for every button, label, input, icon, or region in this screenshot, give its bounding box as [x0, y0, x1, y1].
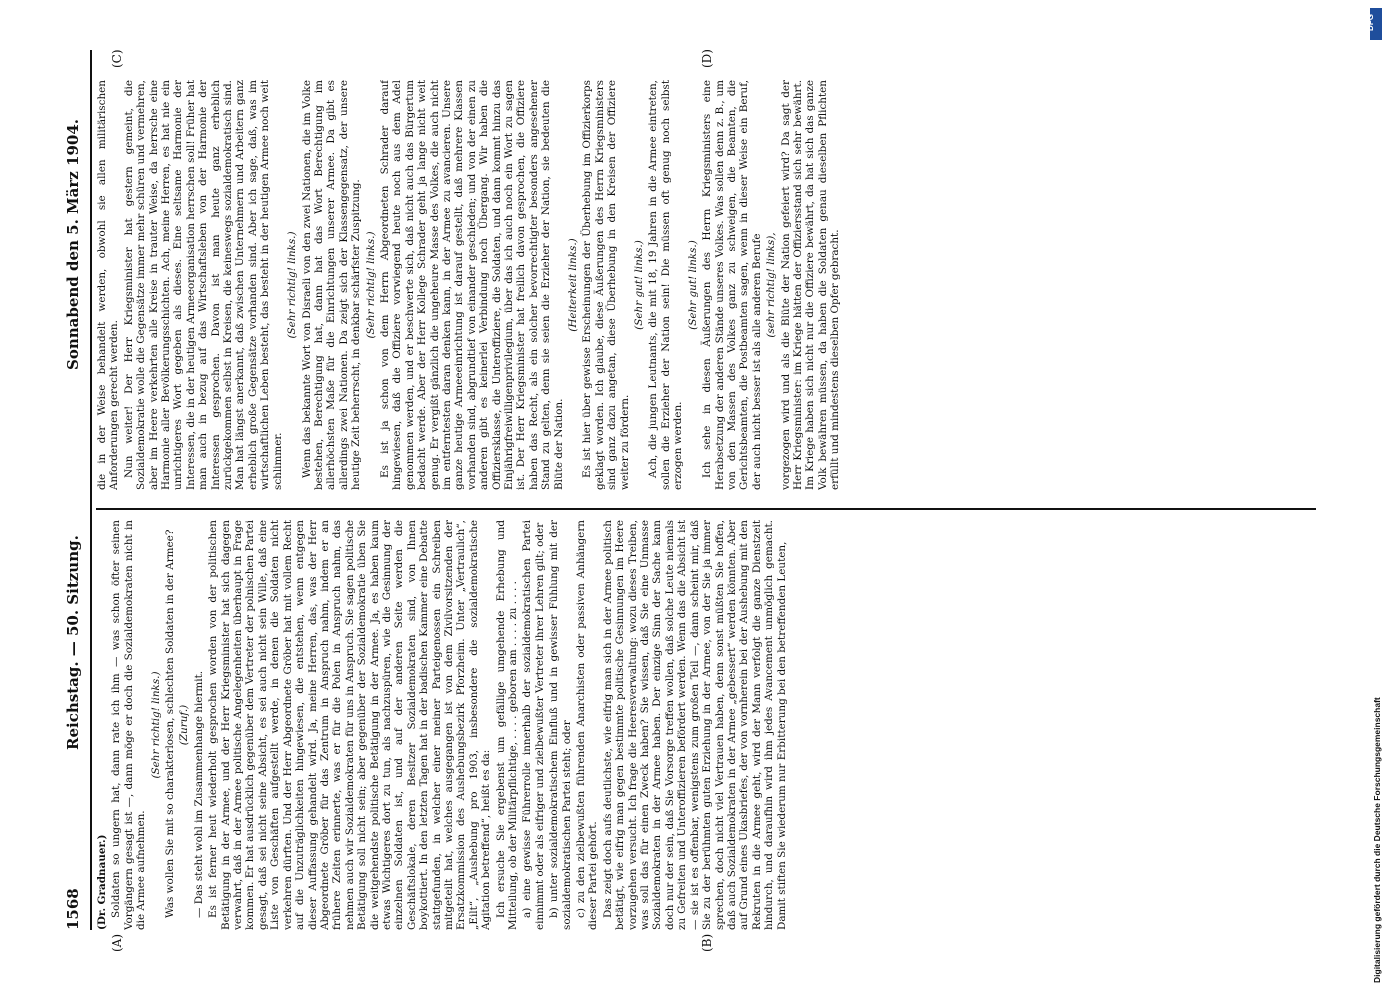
quote-item: c) zu den zielbewußten führenden Anarchisten oder passiven Anhängern dieser Partei gehört.: [575, 520, 600, 930]
interjection: (Sehr gut! links.): [633, 240, 646, 330]
margin-mark-d: (D): [700, 49, 714, 68]
dfg-logo: DFG: [1370, 8, 1382, 40]
interjection: (Zuruf.): [178, 704, 191, 746]
interjection: (Heiterkeit links.): [567, 238, 580, 332]
column-divider: [96, 508, 1316, 510]
interjection: (Sehr richtig! links.): [364, 231, 377, 339]
digitization-credit: Digitalisierung gefördert durch die Deutsche Forschungsgemeinschaft: [1372, 697, 1382, 983]
side-credit: [1372, 8, 1382, 983]
paragraph: Wenn das bekannte Wort von Disraeli von den zwei Nationen, die im Volke bestehen, Berechtigung hat, dann hat das Wort Berechtigung im allerhöchsten Maße für die Einrichtungen unserer Armee. Da gibt es allerdings zwei Nationen. Da zeigt sich der Klassengegensatz, der unsere heutige Zeit beherrscht, in denkbar schärfster Zuspitzung.: [300, 80, 363, 490]
paragraph: Soldaten so ungern hat, dann rate ich ihm — was schon öfter seinen Vorgängern gesagt ist —, dann möge er doch die Sozialdemokraten nicht in die Armee aufnehmen.: [110, 520, 148, 930]
left-column: [96, 520, 1326, 930]
interjection: (Sehr richtig! links.): [286, 231, 299, 339]
right-column: [96, 80, 1326, 490]
paragraph: — Das steht wohl im Zusammenhange hiermit.: [192, 670, 205, 918]
paragraph: Was wollen Sie mit so charakterlosen, schlechten Soldaten in der Armee?: [164, 529, 177, 918]
paragraph: Ach, die jungen Leutnants, die mit 18, 19 Jahren in die Armee eintreten, sollen die Erzieher der Nation sein! Die müssen oft genug noch selbst erzogen werden.: [647, 80, 685, 490]
paragraph: Es ist ferner heut wiederholt gesprochen worden von der politischen Betätigung in der Armee, und der Herr Kriegsminister hat sich dagegen verwahrt, daß in der Armee politische Angelegenheiten überhaupt in Frage kommen. Er hat ausdrücklich gegenüber dem Vertreter der polnischen Partei gesagt, daß sei nicht seine Absicht, es sei auch nicht sein Wille, daß eine Liste von Geschäften aufgestellt werde, in denen die Soldaten nicht verkehren dürften. Und der Herr Abgeordnete Gröber hat mit vollem Recht auf die Unzuträglichkeiten hingewiesen, die entstehen, wenn entgegen dieser Auffassung gehandelt wird. Ja, meine Herren, das, was der Herr Abgeordnete Gröber für das Zentrum in Anspruch nahm, indem er an frühere Zeiten erinnerte, was er für die Polen in Anspruch nahm, das nehmen auch wir Sozialdemokraten für uns in Anspruch. Sie sagen politische Betätigung soll nicht sein; aber gegenüber der Sozialdemokratie üben Sie die weitgehendste politische Betätigung in der Armee. Ja, es haben kaum etwas Wichtigeres dort zu tun, als nachzuspüren, wie die Gesinnung der einzelnen Soldaten ist, und auf der anderen Seite werden die Geschäftslokale, deren Besitzer Sozialdemokraten sind, von Ihnen boykottiert. In den letzten Tagen hat in der badischen Kammer eine Debatte stattgefunden, in welcher einer meiner Parteigenossen ein Schreiben mitgeteilt hat, welches ausgegangen ist von dem Zivilvorsitzenden der Ersatzkommission des Aushebungsbezirk Pforzheim. Unter „Vertraulich“, „Eilt“, „Aushebung pro 1903, insbesondere die sozialdemokratische Agitation betreffend“, heißt es da:: [207, 520, 493, 930]
margin-mark-a: (A): [110, 933, 124, 952]
interjection: (sehr richtig! links),: [765, 232, 778, 338]
margin-mark-c: (C): [110, 49, 124, 68]
paragraph: Nun weiter! Der Herr Kriegsminister hat gestern gemeint, die Sozialdemokratie wolle die Gegensätze immer mehr schüren und vermehren, aber im Heere verkehrten alle Kreise in trauter Weise, da herrsche eine Harmonie aller Bevölkerungsschichten. Ach, meine Herren, es hat nie ein unrichtigeres Wort gegeben als dieses. Eine seltsame Harmonie der Interessen, die in der heutigen Armeeorganisation herrschen soll! Früher hat man auch in bezug auf das Wirtschaftsleben von der Harmonie der Interessen gesprochen. Davon ist man heute ganz erheblich zurückgekommen selbst in Kreisen, die keineswegs sozialdemokratisch sind. Man hat längst anerkannt, daß zwischen Unternehmern und Arbeitern ganz erheblich große Gegensätze vorhanden sind. Aber ich sage, daß, was im wirtschaftlichen Leben besteht, das besteht in der heutigen Armee noch weit schlimmer.: [122, 80, 284, 490]
paragraph: vorgezogen wird und als die Blüte der Nation gefeiert wird? Da sagt der Herr Kriegsminister: im Kriege hätten der Offiziersstand sich sehr bewährt. Im Kriege haben sich nicht nur die Offiziere bewährt, da hat sich das ganze Volk bewähren müssen, da haben die Soldaten genau dieselben Pflichten erfüllt und mindestens dieselben Opfer gebracht.: [779, 80, 842, 490]
running-header: [62, 50, 88, 930]
margin-mark-b: (B): [700, 933, 714, 952]
header-rule: [90, 50, 92, 930]
page-number: 1568: [64, 888, 82, 930]
speaker-name: (Dr. Gradnauer.): [96, 834, 108, 930]
paragraph: die in der Weise behandelt werden, obwohl sie allen militärischen Anforderungen gerecht werden.: [96, 80, 121, 490]
session-date: Sonnabend den 5. März 1904.: [64, 119, 82, 370]
quote-item: a) eine gewisse Führerrolle innerhalb der sozialdemokratischen Partei einnimmt oder als eifriger und zielbewußter Vertreter ihrer Lehren gilt; oder: [521, 520, 546, 930]
interjection: (Sehr richtig! links.): [149, 671, 162, 779]
session-title: Reichstag. — 50. Sitzung.: [64, 535, 82, 750]
paragraph: Es ist ja schon von dem Herrn Abgeordneten Schrader darauf hingewiesen, daß die Offiziere vorwiegend heute noch aus dem Adel genommen werden, und er beschwerte sich, daß nicht auch das Bürgertum bedacht werde. Aber der Herr Kollege Schrader geht ja lange nicht weit genug. Er vergißt gänzlich die ungeheure Masse des Volkes, die auch nicht im entferntesten daran denken kann, in der Armee zu avancieren. Unsere ganze heutige Armeeeinrichtung ist darauf gestellt, daß mehrere Klassen vorhanden sind, abgrundtief von einander geschieden; und von der einen zu anderen gibt es keinerlei Verbindung noch Übergang. Wir haben die Offiziersklasse, die Unteroffiziere, die Soldaten, und dann kommt hinzu das Einjährigfreiwilligenprivilegium, über das ich auch noch ein Wort zu sagen ist. Der Herr Kriegsminister hat freilich davon gesprochen, die Offiziere haben das Recht, als ein solcher bevorrechtigter besonders angesehener Stand zu gelten, denn sie seien die Erzieher der Nation, sie bedeuten die Blüte der Nation.: [378, 80, 565, 490]
paragraph: Das zeigt doch aufs deutlichste, wie eifrig man sich in der Armee politisch betätigt, wie eifrig man gegen bestimmte politische Gesinnungen im Heere vorzugehen versucht. Ich frage die Heeresverwaltung: wozu dieses Treiben, was soll das für einen Zweck haben? Sie wissen, daß Sie eine Unmasse Sozialdemokraten in der Armee haben. Der einzige Sinn der Sache kann doch nur der sein, daß Sie Vorsorge treffen wollen, daß solche Leute niemals zu Gefreiten und Unteroffizieren befördert werden. Wenn das die Absicht ist — sie ist es offenbar, wenigstens zum großen Teil —, dann scheint mir, daß Sie zu der berühmten guten Erziehung in der Armee, von der Sie ja immer sprechen, doch nicht viel Vertrauen haben, denn sonst müßten Sie hoffen, daß auch Sozialdemokraten in der Armee „gebessert“ werden könnten. Aber auf Grund eines Ukasbriefes, der von vornherein bei der Aushebung mit den Rekruten in die Armee geht, wird der Mann verfolgt die ganze Dienstzeit hindurch, und daraufhin wird ihm jedes Avancement unmöglich gemacht. Damit stiften Sie wiederum nur Erbitterung bei den betreffenden Leuten,: [601, 520, 788, 930]
quote-paragraph: Ich ersuche Sie ergebenst um gefällige umgehende Erhebung und Mitteilung, ob der Militärpflichtige, . . . . geboren am . . . . zu . . . .: [494, 520, 519, 930]
interjection: (Sehr gut! links.): [686, 240, 699, 330]
paragraph: Es ist hier über gewisse Erscheinungen der Überhebung im Offizierkorps geklagt worden. Ich glaube, diese Äußerungen des Herrn Kriegsministers sind ganz dazu angetan, diese Überhebung in den Kreisen der Offiziere weiter zu fördern.: [581, 80, 631, 490]
quote-item: b) unter sozialdemokratischem Einfluß und in gewisser Fühlung mit der sozialdemokratischen Partei steht; oder: [548, 520, 573, 930]
paragraph: Ich sehe in diesen Äußerungen des Herrn Kriegsministers eine Herabsetzung der anderen Stände unseres Volkes. Was sollen denn z. B., um von den Massen des Volkes ganz zu schweigen, die Beamten, die Gerichtsbeamten, die Postbeamten sagen, wenn in dieser Weise ein Beruf, der auch nicht besser ist als alle anderen Berufe: [701, 80, 763, 490]
